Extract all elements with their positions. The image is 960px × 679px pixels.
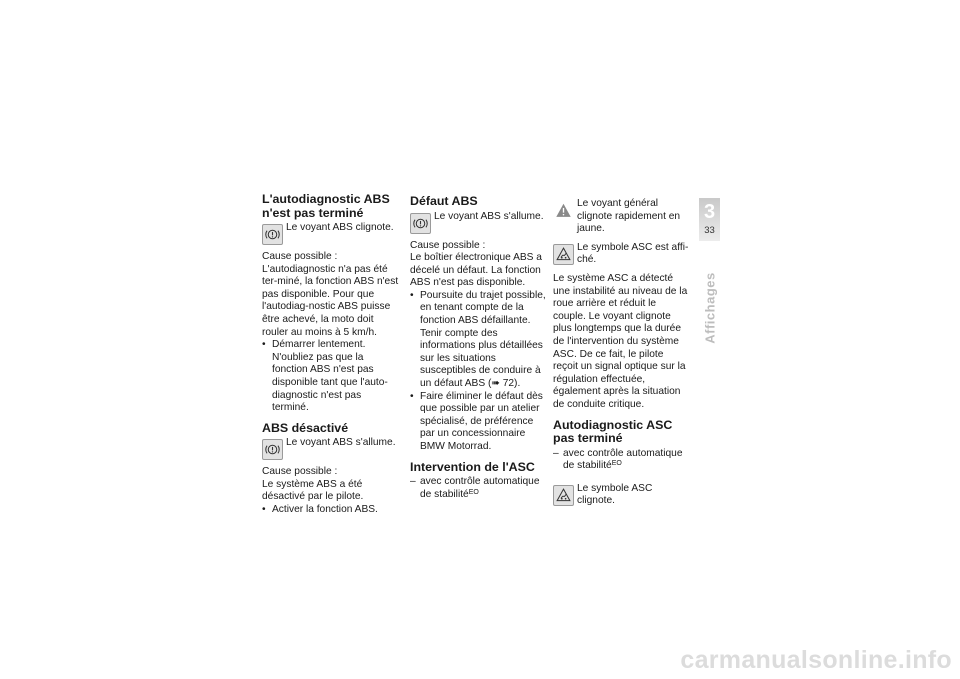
body-text: Le système ASC a détecté une instabilité au niveau de la roue arrière et réduit le couple. Le voyant clignote plus longtemps que la durée de l'intervention du système ASC. De ce fait, le pilote reçoit un signal optique sur la régulation effectuée, également après la situation de conduite critique. <box>553 272 688 410</box>
column-2 <box>410 195 546 501</box>
indicator-text: Le voyant ABS clignote. <box>286 222 394 233</box>
section-abs-disabled <box>262 422 400 517</box>
abs-warning-icon <box>262 224 283 245</box>
section-title-asc-intervention: Intervention de l'ASC <box>410 459 535 474</box>
cause-text: L'autodiagnostic n'a pas été ter-miné, la fonction ABS n'est pas disponible. Pour que l'autodiag-nostic ABS puisse être achevé, la moto doit rouler au moins à 5 km/h. <box>262 263 399 338</box>
indicator-row <box>410 211 546 234</box>
indicator-row <box>553 198 691 236</box>
option-text: avec contrôle automatique de stabilité <box>563 447 683 472</box>
list-item <box>553 448 691 473</box>
chapter-number: 3 <box>703 201 716 223</box>
indicator-text: Le symbole ASC est affi-ché. <box>577 241 689 266</box>
indicator-text: Le voyant ABS s'allume. <box>286 437 396 449</box>
option-code: EO <box>468 488 479 496</box>
watermark: carmanualsonline.info <box>680 646 952 674</box>
asc-skid-icon <box>553 244 574 265</box>
section-title-abs-disabled: ABS désactivé <box>262 420 349 435</box>
indicator-row <box>262 437 400 460</box>
cause-label: Cause possible : <box>262 466 338 478</box>
bullet-list <box>262 504 400 517</box>
page-number: 33 <box>704 225 715 236</box>
indicator-text: Le voyant ABS s'allume. <box>434 210 544 222</box>
section-asc-intervention <box>410 461 546 502</box>
indicator-row <box>553 242 691 267</box>
chapter-tab <box>699 198 720 241</box>
column-1 <box>262 193 400 517</box>
indicator-row <box>553 483 691 508</box>
abs-warning-icon <box>262 439 283 460</box>
section-title-abs-autodiag: L'autodiagnostic ABS n'est pas terminé <box>262 192 390 220</box>
list-item: • Poursuite du trajet possible, en tenant compte de la fonction ABS défaillante. Tenir compte des informations plus détaillées sur les situations susceptibles de conduire à un défaut ABS (➠ 72). <box>410 290 546 391</box>
bullet-list <box>410 290 546 454</box>
list-item: • Activer la fonction ABS. <box>262 504 400 517</box>
option-text: avec contrôle automatique de stabilité <box>420 476 540 500</box>
list-item: • Démarrer lentement. N'oubliez pas que la fonction ABS n'est pas disponible tant que l'auto-diagnostic n'est pas terminé. <box>262 339 400 415</box>
dash-list <box>410 476 546 501</box>
option-code: EO <box>611 460 622 468</box>
chapter-side-title: Affichages <box>702 272 718 344</box>
section-title-abs-fault: Défaut ABS <box>410 194 478 208</box>
list-item: • Faire éliminer le défaut dès que possible par un atelier spécialisé, de préférence par un concessionnaire BMW Motorrad. <box>410 391 546 454</box>
abs-warning-icon <box>410 213 431 234</box>
cause-text: Le système ABS a été désactivé par le pilote. <box>262 478 364 503</box>
indicator-text: Le symbole ASC clignote. <box>577 482 653 507</box>
bullet-list <box>262 339 400 415</box>
cause-label: Cause possible : <box>410 239 486 251</box>
list-item <box>410 476 546 501</box>
general-warning-triangle-icon <box>553 200 574 221</box>
section-title-asc-autodiag: Autodiagnostic ASC pas terminé <box>553 417 673 445</box>
indicator-row <box>262 222 400 245</box>
cause-text: Le boîtier électronique ABS a décelé un défaut. La fonction ABS n'est pas disponible. <box>410 252 542 289</box>
asc-skid-icon <box>553 485 574 506</box>
column-3 <box>553 197 691 514</box>
indicator-text: Le voyant général clignote rapidement en jaune. <box>577 198 681 235</box>
section-asc-autodiag <box>553 419 691 508</box>
dash-list <box>553 448 691 473</box>
cause-label: Cause possible : <box>262 251 338 262</box>
